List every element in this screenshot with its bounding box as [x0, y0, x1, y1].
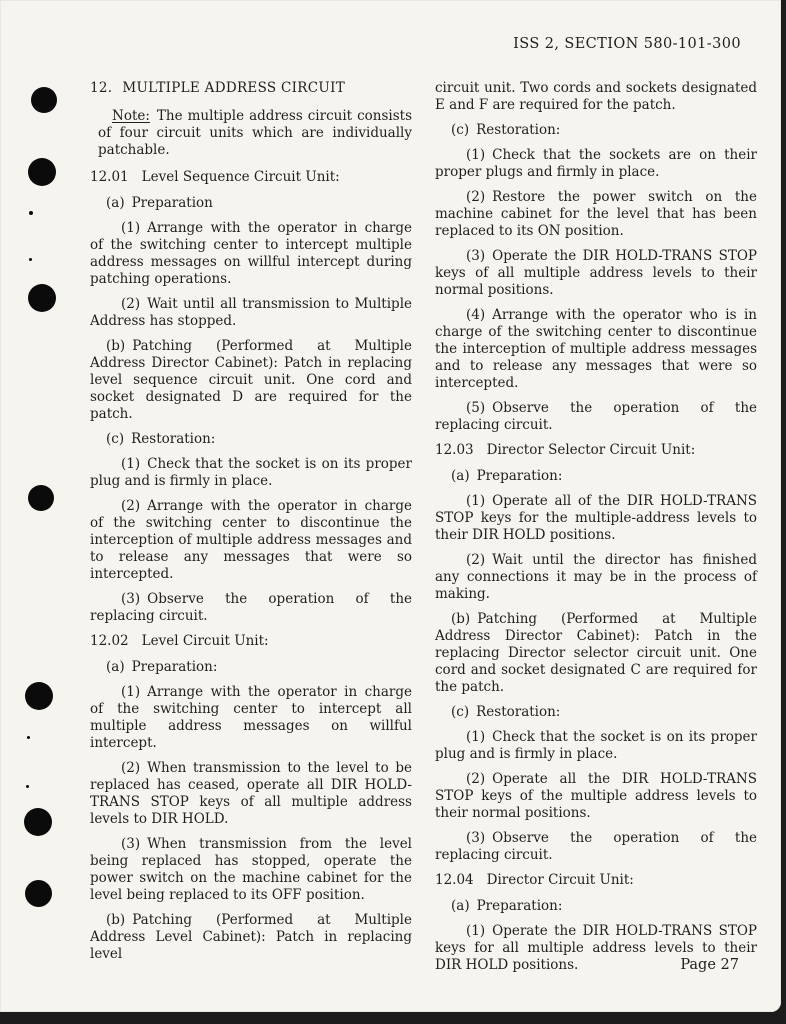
ink-speck: [27, 736, 30, 739]
item-label: 12.04: [435, 872, 474, 888]
item-label: (1): [121, 456, 141, 472]
numbered-item: [435, 189, 757, 240]
item-label: (b): [106, 912, 126, 928]
item-text: MULTIPLE ADDRESS CIRCUIT: [122, 80, 346, 96]
item-label: 12.01: [90, 169, 129, 185]
numbered-item: [435, 771, 757, 822]
item-label: (1): [121, 684, 141, 700]
left-column: [90, 80, 412, 982]
item-label: (2): [121, 498, 141, 514]
lettered-item: [90, 195, 412, 212]
numbered-item: [90, 684, 412, 752]
item-text: Observe the operation of the replacing circuit.: [435, 830, 757, 863]
item-label: (1): [466, 147, 486, 163]
item-label: (2): [466, 771, 486, 787]
item-text: Arrange with the operator in charge of the switching center to intercept multiple address messages on willful intercept during patching operations.: [90, 220, 412, 287]
lettered-item: [435, 898, 757, 915]
numbered-item: [435, 307, 757, 392]
item-text: Wait until all transmission to Multiple Address has stopped.: [90, 296, 412, 329]
item-label: (b): [106, 338, 126, 354]
page-number: Page 27: [680, 957, 739, 973]
lettered-item: [435, 611, 757, 696]
numbered-item: [435, 248, 757, 299]
lettered-item: [435, 704, 757, 721]
note: [98, 108, 412, 159]
item-text: Level Circuit Unit:: [141, 633, 269, 649]
item-text: Observe the operation of the replacing circuit.: [435, 400, 757, 433]
item-text: Check that the sockets are on their proper plugs and firmly in place.: [435, 147, 757, 180]
continued-paragraph: [435, 80, 757, 114]
page-header: ISS 2, SECTION 580-101-300: [513, 36, 741, 52]
numbered-item: [435, 493, 757, 544]
item-text: Preparation:: [476, 468, 563, 484]
item-text: Preparation:: [476, 898, 563, 914]
item-text: Arrange with the operator in charge of the switching center to discontinue the interception of multiple address messages and to release any messages that were so intercepted.: [90, 498, 412, 582]
numbered-item: [435, 729, 757, 763]
lettered-item: [90, 912, 412, 963]
binding-hole: [28, 284, 56, 312]
binding-hole: [25, 682, 53, 710]
numbered-item: [90, 220, 412, 288]
item-text: Operate the DIR HOLD-TRANS STOP keys for all multiple address levels to their DIR HOLD positions.: [435, 923, 757, 973]
item-text: Wait until the director has finished any connections it may be in the process of making.: [435, 552, 757, 602]
binding-hole: [28, 158, 56, 186]
numbered-item: [90, 296, 412, 330]
item-label: 12.03: [435, 442, 474, 458]
item-text: When transmission from the level being replaced has stopped, operate the power switch on the machine cabinet for the level being replaced to its OFF position.: [90, 836, 412, 903]
section-number-title: [435, 872, 757, 889]
numbered-item: [435, 830, 757, 864]
item-label: (3): [121, 836, 141, 852]
numbered-item: [90, 760, 412, 828]
item-label: (1): [466, 923, 486, 939]
item-label: (2): [466, 189, 486, 205]
item-label: (1): [466, 729, 486, 745]
item-label: (3): [121, 591, 141, 607]
section-number-title: [90, 633, 412, 650]
item-text: Director Selector Circuit Unit:: [486, 442, 696, 458]
item-text: Observe the operation of the replacing circuit.: [90, 591, 412, 624]
item-text: Restoration:: [131, 431, 216, 447]
lettered-item: [90, 431, 412, 448]
ink-speck: [29, 258, 32, 261]
lettered-item: [90, 659, 412, 676]
item-label: (c): [106, 431, 125, 447]
item-text: When transmission to the level to be replaced has ceased, operate all DIR HOLD-TRANS STOP keys of all multiple address levels to DIR HOLD.: [90, 760, 412, 827]
item-label: (3): [466, 248, 486, 264]
binding-hole: [24, 808, 52, 836]
item-label: (a): [451, 898, 470, 914]
item-label: (4): [466, 307, 486, 323]
section-number-title: [90, 169, 412, 186]
ink-speck: [29, 211, 33, 215]
lettered-item: [90, 338, 412, 423]
item-text: Patching (Performed at Multiple Address Director Cabinet): Patch in the replacing Director selector circuit unit. One cord and socket designated C are required for the patch.: [435, 611, 757, 695]
item-text: The multiple address circuit consists of four circuit units which are individually patchable.: [98, 108, 412, 158]
item-text: Operate the DIR HOLD-TRANS STOP keys of all multiple address levels to their normal positions.: [435, 248, 757, 298]
section-heading: [90, 80, 412, 97]
section-number-title: [435, 442, 757, 459]
item-text: Arrange with the operator in charge of the switching center to intercept all multiple address messages on willful intercept.: [90, 684, 412, 751]
item-label: (5): [466, 400, 486, 416]
item-label: (1): [466, 493, 486, 509]
item-text: Restoration:: [476, 704, 561, 720]
numbered-item: [435, 552, 757, 603]
item-text: Director Circuit Unit:: [486, 872, 634, 888]
item-text: Level Sequence Circuit Unit:: [141, 169, 340, 185]
numbered-item: [90, 456, 412, 490]
item-text: Restoration:: [476, 122, 561, 138]
item-text: circuit unit. Two cords and sockets designated E and F are required for the patch.: [435, 80, 757, 113]
item-text: Patching (Performed at Multiple Address Level Cabinet): Patch in replacing level: [90, 912, 412, 962]
item-label: (a): [106, 195, 125, 211]
item-label: (2): [466, 552, 486, 568]
item-text: Check that the socket is on its proper plug and is firmly in place.: [90, 456, 412, 489]
binding-hole: [25, 880, 52, 907]
item-text: Preparation:: [131, 659, 218, 675]
item-text: Restore the power switch on the machine cabinet for the level that has been replaced to its ON position.: [435, 189, 757, 239]
item-label: 12.02: [90, 633, 129, 649]
binding-hole: [31, 87, 57, 113]
item-label: (a): [106, 659, 125, 675]
item-text: Patching (Performed at Multiple Address Director Cabinet): Patch in replacing level sequence circuit unit. One cord and socket designated D are required for the patch.: [90, 338, 412, 422]
item-label: (c): [451, 122, 470, 138]
lettered-item: [435, 122, 757, 139]
item-label: (a): [451, 468, 470, 484]
item-text: Check that the socket is on its proper plug and is firmly in place.: [435, 729, 757, 762]
item-label: (c): [451, 704, 470, 720]
lettered-item: [435, 468, 757, 485]
item-label: (1): [121, 220, 141, 236]
item-text: Operate all of the DIR HOLD-TRANS STOP keys for the multiple-address levels to their DIR HOLD positions.: [435, 493, 757, 543]
binding-hole: [28, 485, 54, 511]
item-text: Arrange with the operator who is in charge of the switching center to discontinue the interception of multiple address messages and to release any messages that were so intercepted.: [435, 307, 757, 391]
ink-speck: [26, 785, 29, 788]
item-label: Note:: [112, 108, 150, 124]
numbered-item: [90, 591, 412, 625]
item-label: (2): [121, 296, 141, 312]
item-text: Operate all the DIR HOLD-TRANS STOP keys of the multiple address levels to their normal positions.: [435, 771, 757, 821]
numbered-item: [435, 400, 757, 434]
numbered-item: [90, 836, 412, 904]
numbered-item: [90, 498, 412, 583]
item-label: (b): [451, 611, 471, 627]
item-label: (3): [466, 830, 486, 846]
item-label: 12.: [90, 80, 113, 96]
numbered-item: [435, 147, 757, 181]
page-body: [90, 80, 758, 982]
right-column: [435, 80, 757, 982]
item-label: (2): [121, 760, 141, 776]
item-text: Preparation: [131, 195, 213, 211]
